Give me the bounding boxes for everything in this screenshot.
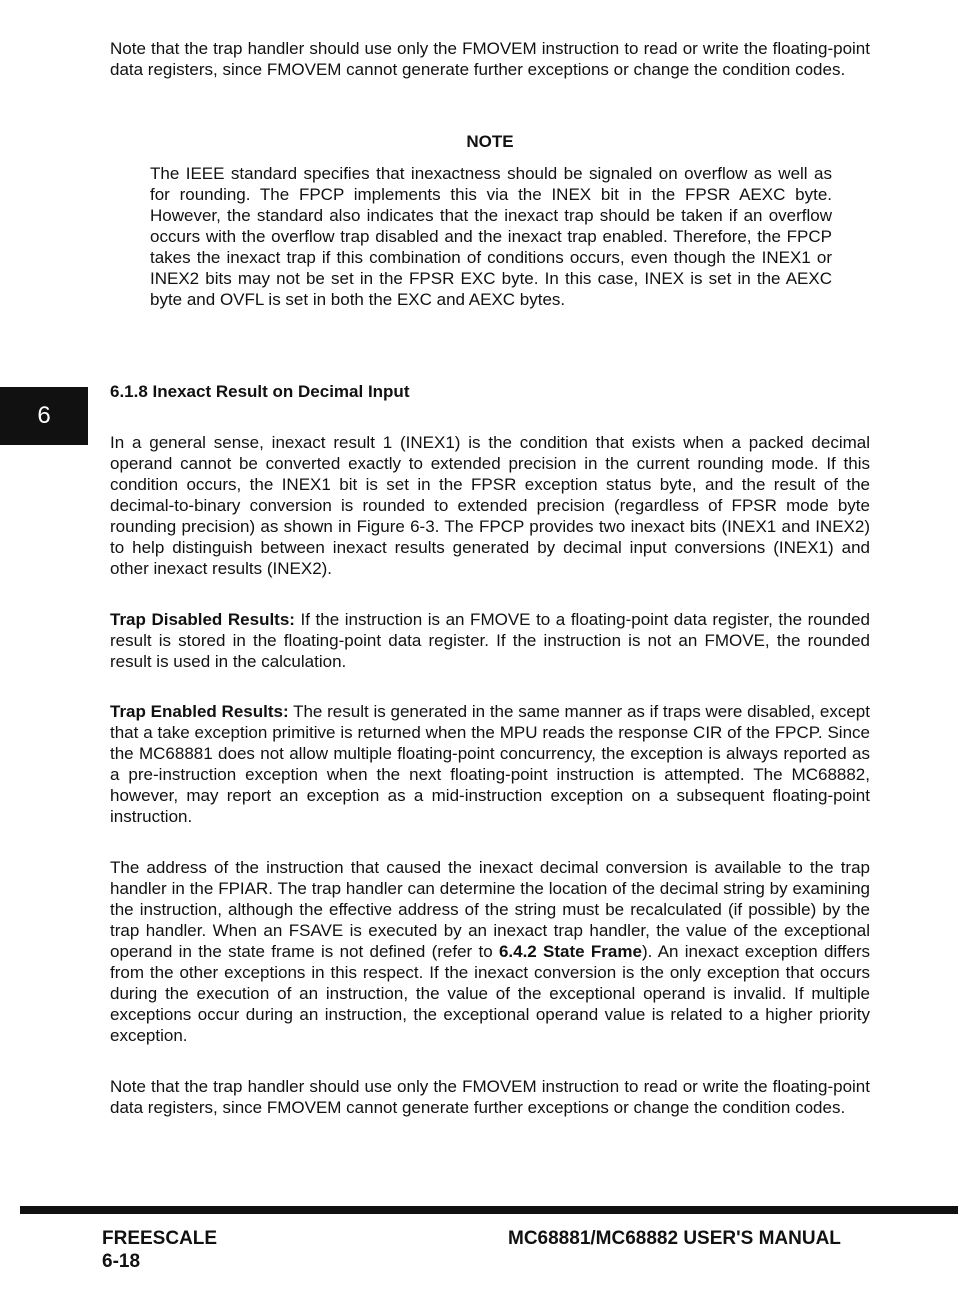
- trap-enabled-label: Trap Enabled Results:: [110, 702, 289, 721]
- intro-paragraph: Note that the trap handler should use only the FMOVEM instruction to read or write the floating-point data registers, since FMOVEM cannot generate further exceptions or change the condition codes.: [110, 39, 870, 79]
- footer-left: [102, 1227, 217, 1273]
- trap-disabled-text: If the instruction is an FMOVE to a floating-point data register, the rounded result is stored in the floating-point data register. If the instruction is not an FMOVE, the rounded result is used in the calculation.: [110, 610, 870, 671]
- state-frame-reference: 6.4.2 State Frame: [498, 942, 642, 961]
- footer-manual-title: MC68881/MC68882 USER'S MANUAL: [508, 1228, 841, 1249]
- trap-disabled-paragraph: [110, 609, 870, 672]
- trap-enabled-text: The result is generated in the same manner as if traps were disabled, except that a take exception primitive is returned when the MPU reads the response CIR of the FPCP. Since the MC68881 does not allow multiple floating-point concurrency, the exception is always reported as a pre-instruction exception when the next floating-point instruction is attempted. The MC68882, however, may report an exception as a mid-instruction exception on a subsequent floating-point instruction.: [110, 702, 870, 826]
- trap-disabled-label: Trap Disabled Results:: [110, 610, 295, 629]
- address-text-after: ). An inexact exception differs from the other exceptions in this respect. If the inexact conversion is the only exception that occurs during the execution of an instruction, the value of the exceptional operand is invalid. If multiple exceptions occur during an instruction, the exceptional operand value is related to a higher priority exception.: [110, 942, 870, 1045]
- chapter-tab: 6: [0, 387, 88, 445]
- section-paragraph: In a general sense, inexact result 1 (INEX1) is the condition that exists when a packed decimal operand cannot be converted exactly to extended precision in the current rounding mode. If this condition occurs, the INEX1 bit is set in the FPSR exception status byte, and the result of the decimal-to-binary conversion is rounded to extended precision (regardless of FPSR mode byte rounding precision) as shown in Figure 6-3. The FPCP provides two inexact bits (INEX1 and INEX2) to help distinguish between inexact results generated by decimal input conversions (INEX1) and other inexact results (INEX2).: [110, 433, 870, 578]
- footer-page-number: 6-18: [102, 1251, 141, 1272]
- footer-company: FREESCALE: [102, 1228, 218, 1249]
- footer-rule: [20, 1206, 958, 1214]
- trap-enabled-paragraph: [110, 701, 870, 827]
- note-body: The IEEE standard specifies that inexactness should be signaled on overflow as well as for rounding. The FPCP implements this via the INEX bit in the FPSR AEXC byte. However, the standard also indicates that the inexact trap should be taken if an overflow occurs with the overflow trap disabled and the inexact trap enabled. Therefore, the FPCP takes the inexact trap if this combination of conditions occurs, even though the INEX1 or INEX2 bits may not be set in the FPSR EXC byte. In this case, INEX is set in the AEXC byte and OVFL is set in both the EXC and AEXC bytes.: [150, 164, 832, 309]
- address-paragraph: [110, 857, 870, 1046]
- note-title: NOTE: [466, 132, 514, 151]
- address-text-before: The address of the instruction that caused the inexact decimal conversion is available to the trap handler in the FPIAR. The trap handler can determine the location of the decimal string by examining the instruction, although the effective address of the string must be recalculated (if possible) by the trap handler. When an FSAVE is executed by an inexact trap handler, the value of the exceptional operand in the state frame is not defined (refer to: [110, 858, 870, 961]
- closing-paragraph: Note that the trap handler should use only the FMOVEM instruction to read or write the floating-point data registers, since FMOVEM cannot generate further exceptions or change the condition codes.: [110, 1077, 870, 1117]
- section-heading: 6.1.8 Inexact Result on Decimal Input: [110, 382, 410, 401]
